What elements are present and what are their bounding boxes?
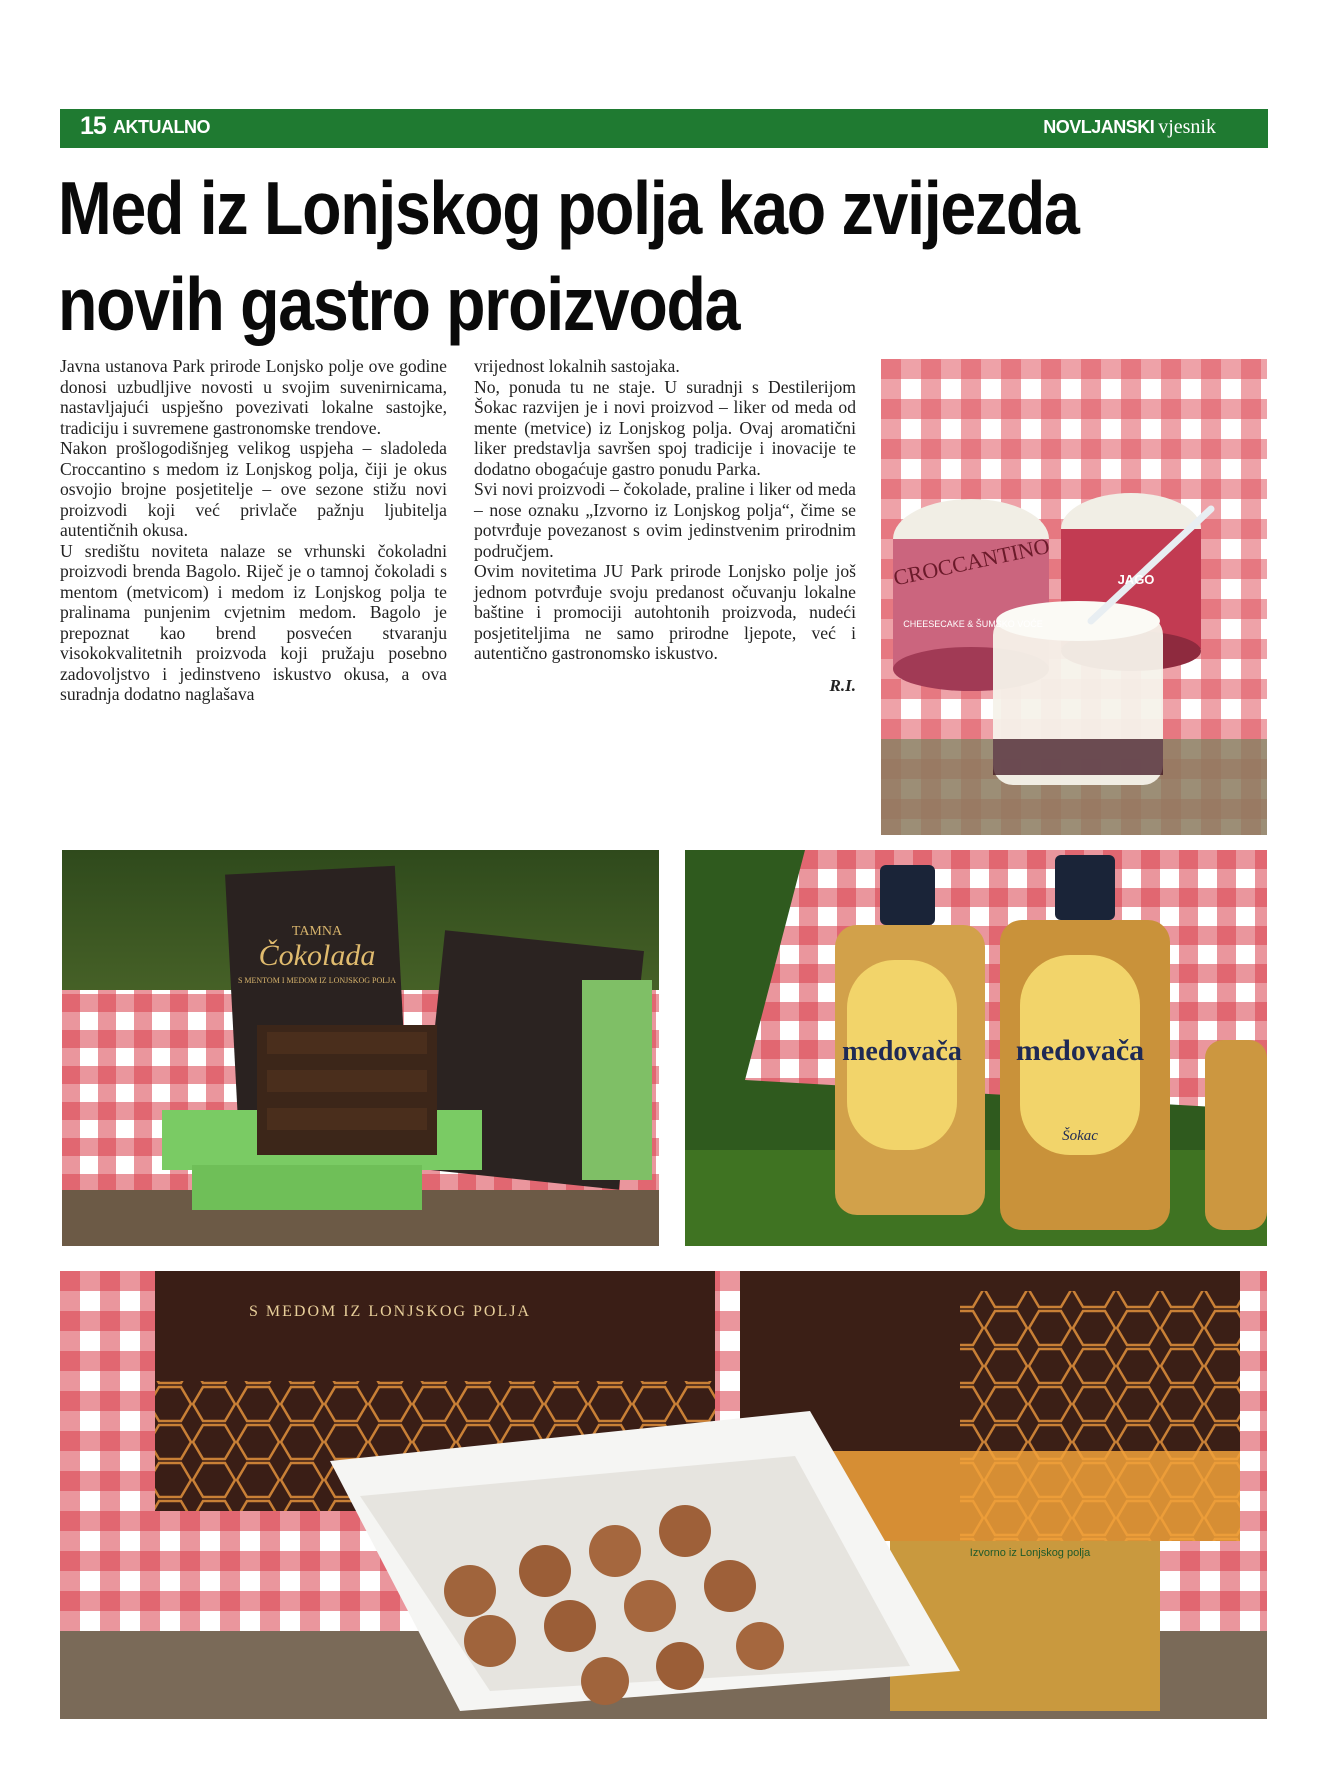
- headline: Med iz Lonjskog polja kao zvijezda novih gastro proizvoda: [58, 166, 1079, 346]
- article-column-2: [474, 356, 856, 696]
- masthead-regular: vjesnik: [1158, 116, 1216, 138]
- masthead-bold: NOVLJANSKI: [1043, 117, 1155, 137]
- byline: R.I.: [829, 675, 856, 695]
- pralines-photo: [60, 1271, 1267, 1719]
- paragraph: vrijednost lokalnih sastojaka.: [474, 356, 680, 376]
- chocolate-subtitle: S MENTOM I MEDOM IZ LONJSKOG POLJA: [237, 976, 397, 985]
- ice-cream-photo: [881, 359, 1267, 835]
- paragraph: Javna ustanova Park prirode Lonjsko polje ove godine donosi uzbudljive novosti u svojim suvenirnicama, nastavljajući uspješno povezivati lokalne sastojke, tradiciju i suvremene gastronomske trendove.: [60, 356, 447, 438]
- paragraph: No, ponuda tu ne staje. U suradnji s Destilerijom Šokac razvijen je i novi proizvod – liker od meda od mente (metvice) iz Lonjskog polja. Ovaj aromatični liker predstavlja savršen spoj tradicije i inovacije te dodatno obogaćuje gastro ponudu Parka.: [474, 376, 856, 479]
- liqueur-brand-2: medovača: [1015, 1034, 1145, 1067]
- chocolate-label-1: TAMNA: [291, 924, 343, 939]
- paragraph: U središtu noviteta nalaze se vrhunski čokoladni proizvodi brenda Bagolo. Riječ je o tamnoj čokoladi s mentom (metvicom) i medom iz Lonjskog polja te pralinama punjenim cvjetnim medom. Bagolo je prepoznat kao brend posvećen stvaranju visokokvalitetnih proizvoda koji pružaju posebno zadovoljstvo i jedinstveno iskustvo okusa, a ova suradnja dodatno naglašava: [60, 540, 447, 704]
- liqueur-maker: Šokac: [1062, 1128, 1098, 1144]
- masthead: [1043, 116, 1216, 139]
- ice-cream-flavor: CHEESECAKE & ŠUMSKO VOĆE: [903, 619, 1043, 629]
- article-column-1: [60, 356, 447, 705]
- paragraph: Ovim novitetima JU Park prirode Lonjsko polje još jednom potvrđuje svoju predanost očuvanju lokalne baštine i promociji autohtonih proizvoda, nudeći posjetiteljima ne samo prirodne ljepote, već i autentično gastronomsko iskustvo.: [474, 561, 856, 663]
- ice-cream-brand: CROCCANTINO: [891, 532, 1052, 591]
- liqueur-photo: [685, 850, 1267, 1246]
- pralines-box-text: S MEDOM IZ LONJSKOG POLJA: [248, 1303, 532, 1320]
- page-number: 15: [80, 112, 106, 140]
- pralines-origin-label: Izvorno iz Lonjskog polja: [969, 1547, 1091, 1559]
- ice-cream-flavor-2: JAGO: [1117, 572, 1155, 587]
- paragraph: Svi novi proizvodi – čokolade, praline i liker od meda – nose oznaku „Izvorno iz Lonjskog polja“, čime se potvrđuje povezanost s ovim jedinstvenim prirodnim područjem.: [474, 479, 856, 561]
- section-label: AKTUALNO: [113, 117, 210, 137]
- header-bar: [60, 109, 1268, 148]
- paragraph: Nakon prošlogodišnjeg velikog uspjeha – sladoleda Croccantino s medom iz Lonjskog polja, čiji je okus osvojio brojne posjetitelje – ove sezone stižu novi proizvodi koji već privlače pažnju ljubitelja autentičnih okusa.: [60, 438, 447, 540]
- chocolate-photo: [62, 850, 659, 1246]
- chocolate-label-2: Čokolada: [258, 939, 376, 972]
- liqueur-brand-1: medovača: [842, 1036, 962, 1067]
